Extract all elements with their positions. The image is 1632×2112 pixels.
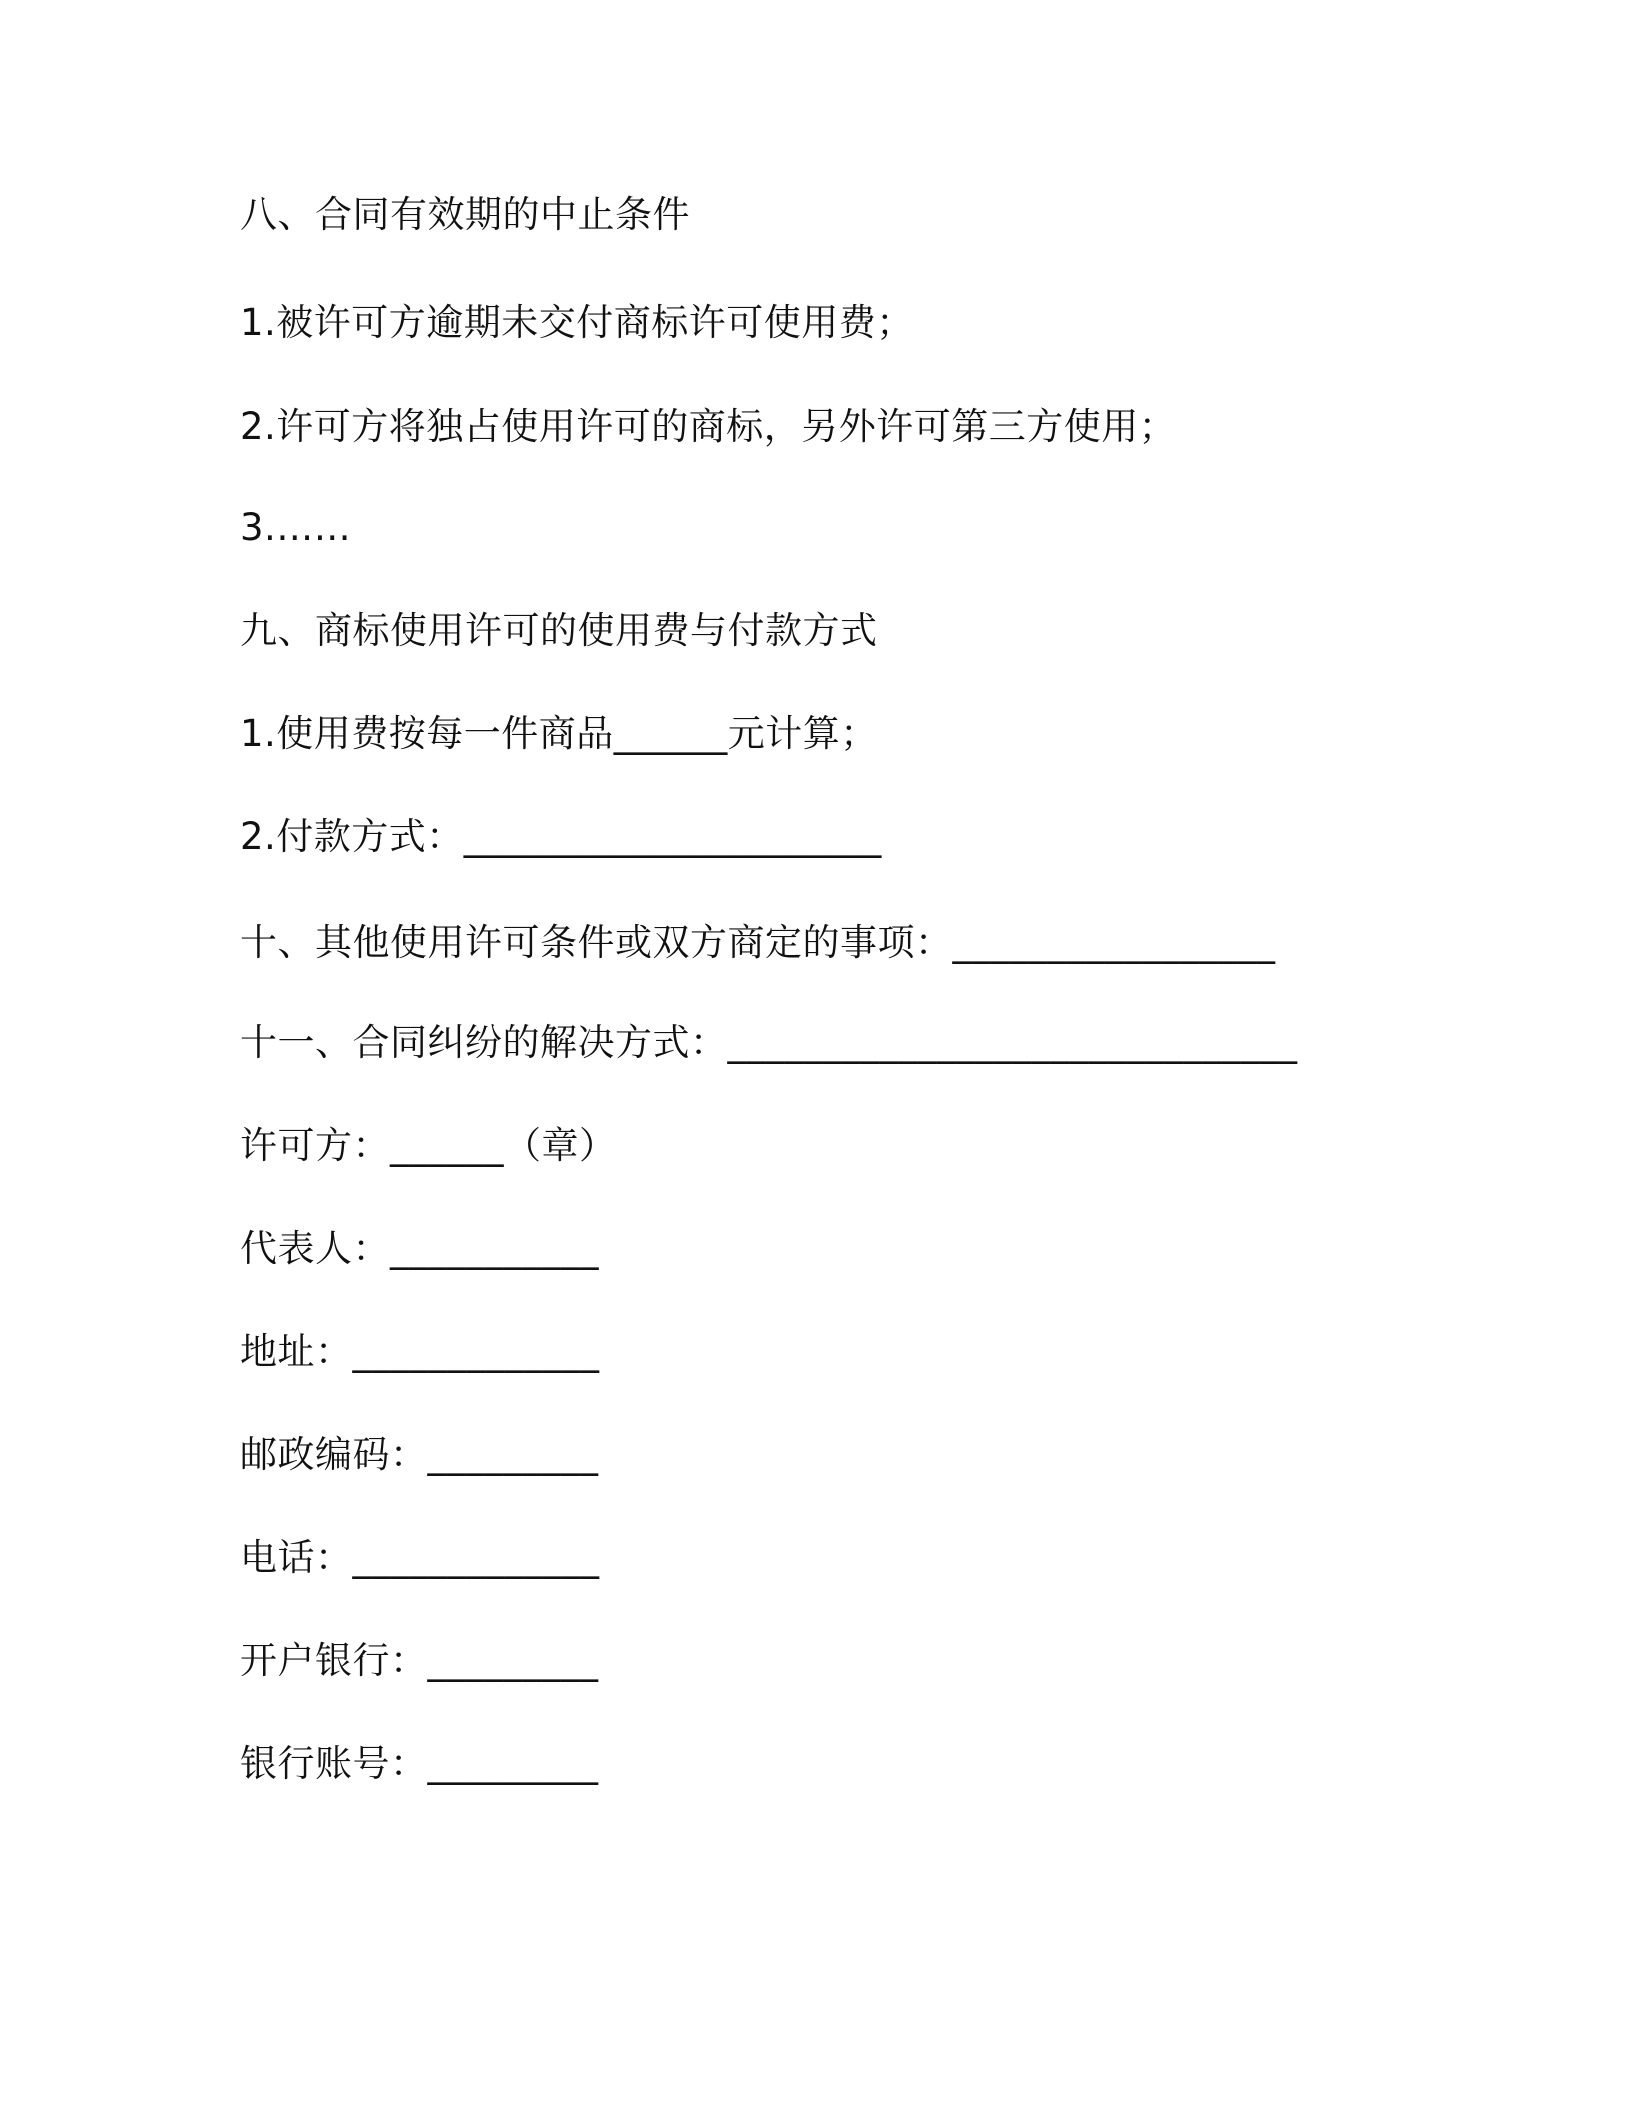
section-8-item-3: 3.…… bbox=[240, 506, 352, 549]
section-8-item-2: 2.许可方将独占使用许可的商标，另外许可第三方使用； bbox=[240, 405, 1177, 448]
section-8-heading: 八、合同有效期的中止条件 bbox=[240, 193, 690, 236]
section-10-heading: 十、其他使用许可条件或双方商定的事项：_________________ bbox=[240, 921, 1276, 964]
bank-field: 开户银行：_________ bbox=[240, 1639, 599, 1682]
section-9-item-2: 2.付款方式：______________________ bbox=[240, 815, 882, 858]
address-field: 地址：_____________ bbox=[240, 1330, 600, 1373]
section-11-heading: 十一、合同纠纷的解决方式：______________________________ bbox=[240, 1021, 1298, 1064]
representative-field: 代表人：___________ bbox=[240, 1227, 599, 1270]
bank-account-field: 银行账号：_________ bbox=[240, 1742, 599, 1785]
section-8-item-1: 1.被许可方逾期未交付商标许可使用费； bbox=[240, 301, 914, 344]
phone-field: 电话：_____________ bbox=[240, 1536, 600, 1579]
licensor-field: 许可方：______（章） bbox=[240, 1124, 617, 1167]
section-9-heading: 九、商标使用许可的使用费与付款方式 bbox=[240, 609, 878, 652]
postal-code-field: 邮政编码：_________ bbox=[240, 1433, 599, 1476]
section-9-item-1: 1.使用费按每一件商品______元计算； bbox=[240, 712, 878, 755]
